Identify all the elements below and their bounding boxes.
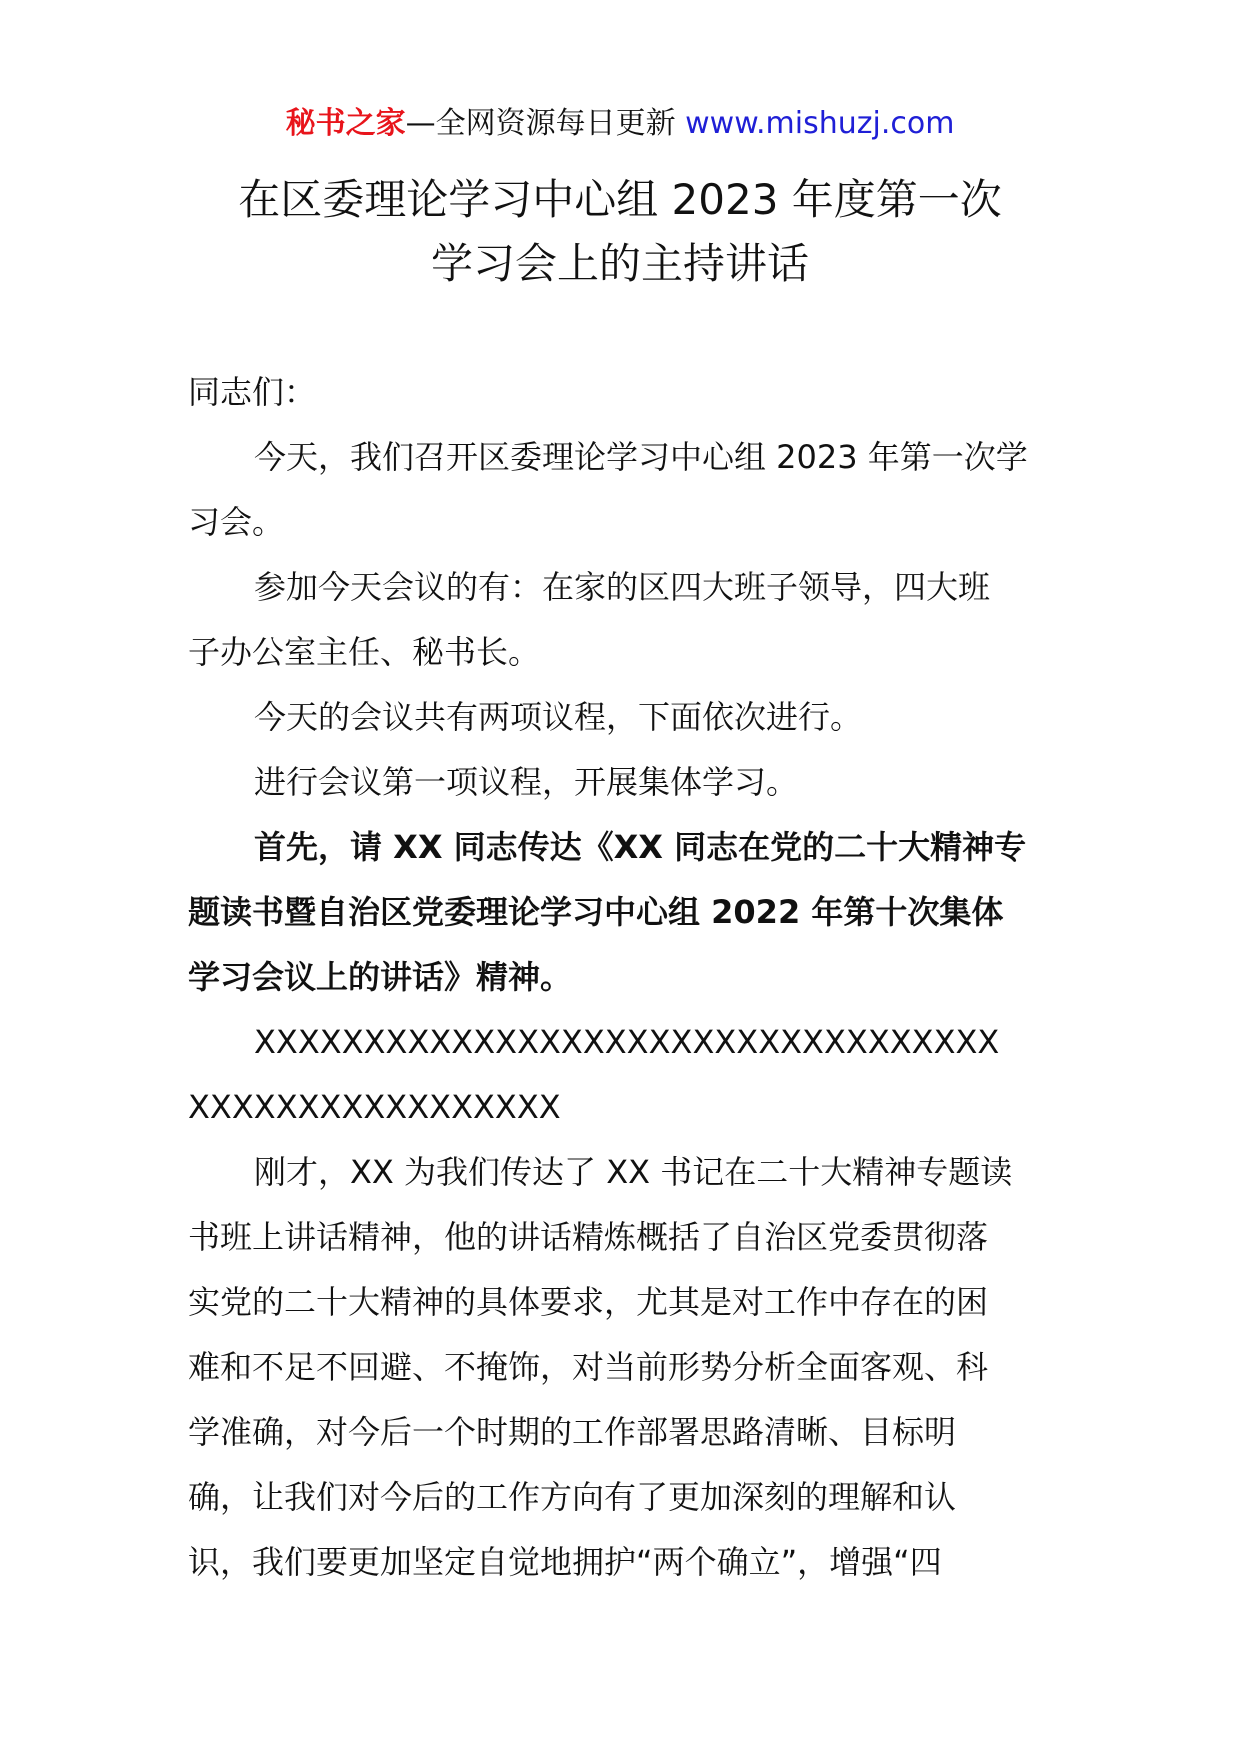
paragraph-line: 题读书暨自治区党委理论学习中心组 2022 年第十次集体 (188, 893, 1004, 931)
brand-name: 秘书之家 (285, 106, 406, 141)
header-slogan: 全网资源每日更新 (435, 106, 676, 141)
paragraph-line: XXXXXXXXXXXXXXXXXXXXXXXXXXXXXXXXXX (254, 1023, 1000, 1061)
paragraph-line: 参加今天会议的有：在家的区四大班子领导，四大班 (254, 568, 991, 606)
paragraph-line: 学习会议上的讲话》精神。 (188, 958, 573, 996)
paragraph-line: 进行会议第一项议程，开展集体学习。 (254, 763, 799, 801)
document-body (188, 360, 1060, 1595)
paragraph-line: 识，我们要更加坚定自觉地拥护“两个确立”，增强“四 (188, 1543, 942, 1581)
title-line-2: 学习会上的主持讲话 (430, 239, 809, 288)
paragraph-line: 习会。 (188, 503, 285, 541)
paragraph-line: 书班上讲话精神，他的讲话精炼概括了自治区党委贯彻落 (188, 1218, 989, 1256)
paragraph-line: 首先，请 XX 同志传达《XX 同志在党的二十大精神专 (254, 828, 1027, 866)
paragraph-line: 学准确，对今后一个时期的工作部署思路清晰、目标明 (188, 1413, 957, 1451)
paragraph-bold-instruction (188, 815, 1060, 1010)
paragraph-summary (188, 1140, 1060, 1595)
paragraph-line: 难和不足不回避、不掩饰，对当前形势分析全面客观、科 (188, 1348, 989, 1386)
paragraph-opening (188, 425, 1060, 555)
paragraph-first-item (188, 750, 1060, 815)
paragraph-line: 今天，我们召开区委理论学习中心组 2023 年第一次学 (254, 438, 1028, 476)
paragraph-line: 实党的二十大精神的具体要求，尤其是对工作中存在的困 (188, 1283, 989, 1321)
paragraph-line: XXXXXXXXXXXXXXXXX (188, 1088, 561, 1126)
paragraph-line: 刚才，XX 为我们传达了 XX 书记在二十大精神专题读 (254, 1153, 1013, 1191)
paragraph-placeholder (188, 1010, 1060, 1140)
paragraph-line: 子办公室主任、秘书长。 (188, 633, 541, 671)
paragraph-agenda (188, 685, 1060, 750)
header-separator: — (405, 106, 436, 141)
paragraph-line: 今天的会议共有两项议程，下面依次进行。 (254, 698, 863, 736)
site-url-link[interactable]: www.mishuzj.com (685, 106, 955, 141)
document-title (120, 168, 1120, 296)
paragraph-line: 确，让我们对今后的工作方向有了更加深刻的理解和认 (188, 1478, 957, 1516)
title-line-1: 在区委理论学习中心组 2023 年度第一次 (238, 175, 1002, 224)
site-header (0, 104, 1240, 144)
salutation: 同志们： (188, 373, 317, 411)
paragraph-attendees (188, 555, 1060, 685)
